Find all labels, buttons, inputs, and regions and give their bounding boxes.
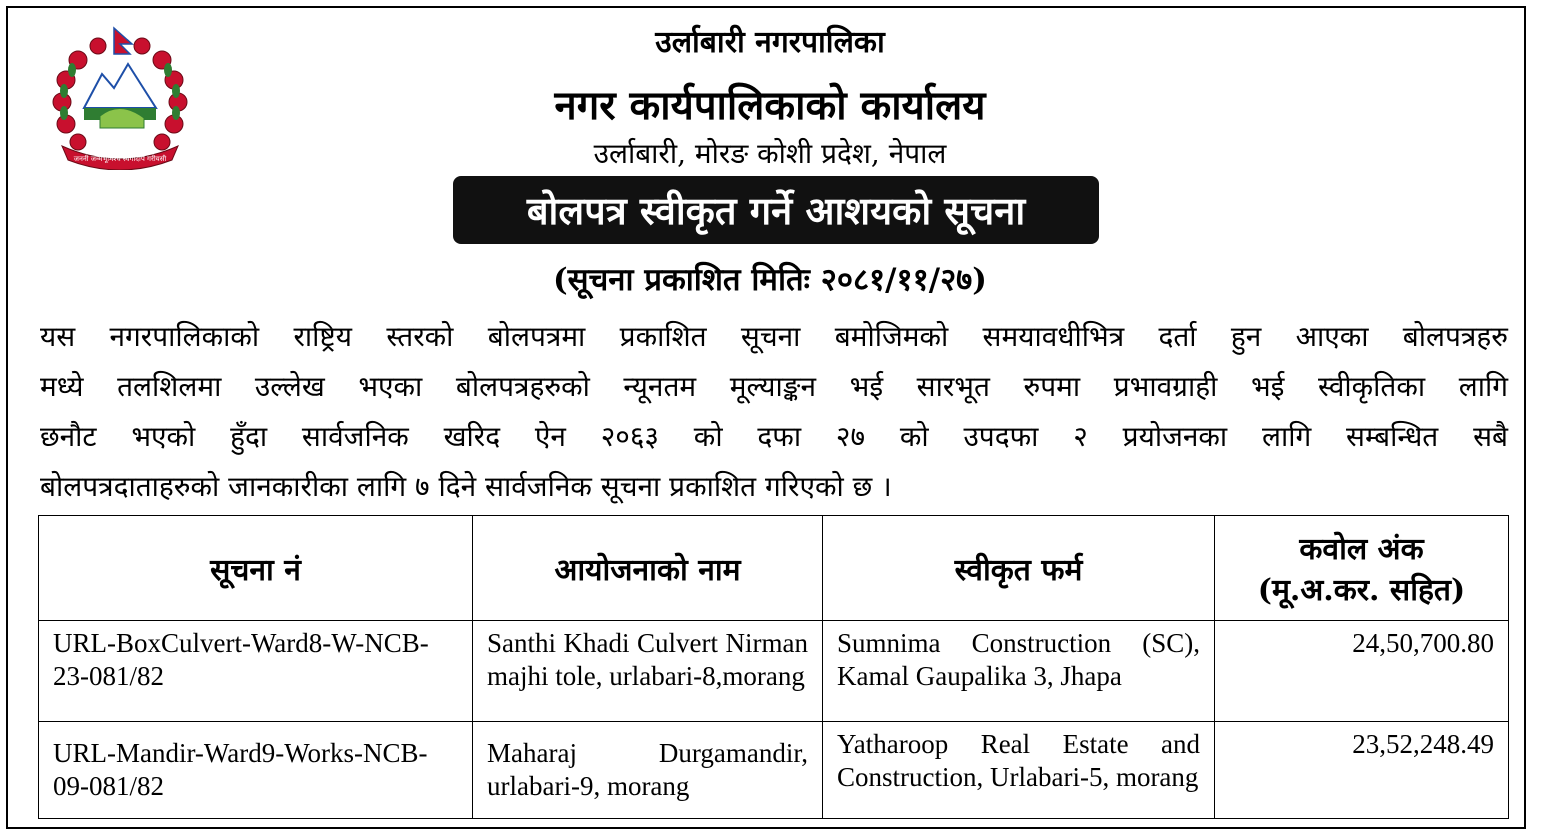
office-address: उर्लाबारी, मोरङ कोशी प्रदेश, नेपाल	[593, 137, 947, 170]
publish-date: (सूचना प्रकाशित मितिः २०८१/११/२७)	[553, 262, 987, 298]
nepal-emblem-icon	[44, 24, 196, 170]
table-row	[39, 722, 1509, 819]
header-notice-no: सूचना नं	[39, 516, 473, 621]
header-project: आयोजनाको नाम	[473, 516, 823, 621]
office-name: नगर कार्यपालिकाको कार्यालय	[554, 82, 986, 129]
accepted-bids-table	[38, 515, 1509, 819]
header-amount	[1215, 516, 1509, 621]
table-header-row	[39, 516, 1509, 621]
cell-project: Santhi Khadi Culvert Nirman majhi tole, urlabari-8,morang	[473, 621, 823, 722]
notice-title: बोलपत्र स्वीकृत गर्ने आशयको सूचना	[526, 188, 1026, 233]
cell-firm: Yatharoop Real Estate and Construction, Urlabari-5, morang	[823, 722, 1215, 819]
paragraph-line: मध्ये तलशिलमा उल्लेख भएका बोलपत्रहरुको न्यूनतम मूल्याङ्कन भई सारभूत रुपमा प्रभावग्राही भई स्वीकृतिका लागि	[40, 370, 1508, 403]
header-amount-line1: कवोल अंक	[1299, 532, 1424, 567]
header-firm: स्वीकृत फर्म	[823, 516, 1215, 621]
paragraph-line: छनौट भएको हुँदा सार्वजनिक खरिद ऐन २०६३ को दफा २७ को उपदफा २ प्रयोजनका लागि सम्बन्धित सबै	[40, 420, 1508, 453]
header-amount-line2: (मू.अ.कर. सहित)	[1257, 573, 1466, 608]
notice-paragraph	[40, 312, 1508, 512]
cell-notice-no: URL-BoxCulvert-Ward8-W-NCB-23-081/82	[39, 621, 473, 722]
notice-title-bar	[453, 176, 1099, 244]
municipality-name: उर्लाबारी नगरपालिका	[655, 25, 885, 60]
cell-notice-no: URL-Mandir-Ward9-Works-NCB-09-081/82	[39, 722, 473, 819]
cell-firm: Sumnima Construction (SC), Kamal Gaupalika 3, Jhapa	[823, 621, 1215, 722]
emblem-motto: जननी जन्मभूमिश्च स्वर्गादपि गरीयसी	[73, 155, 167, 163]
paragraph-line: बोलपत्रदाताहरुको जानकारीका लागि ७ दिने सार्वजनिक सूचना प्रकाशित गरिएको छ ।	[40, 470, 892, 503]
cell-amount: 24,50,700.80	[1215, 621, 1509, 722]
cell-amount: 23,52,248.49	[1215, 722, 1509, 819]
paragraph-line: यस नगरपालिकाको राष्ट्रिय स्तरको बोलपत्रमा प्रकाशित सूचना बमोजिमको समयावधीभित्र दर्ता हुन आएका बोलपत्रहरु	[40, 320, 1508, 353]
table-row	[39, 621, 1509, 722]
cell-project: Maharaj Durgamandir, urlabari-9, morang	[473, 722, 823, 819]
